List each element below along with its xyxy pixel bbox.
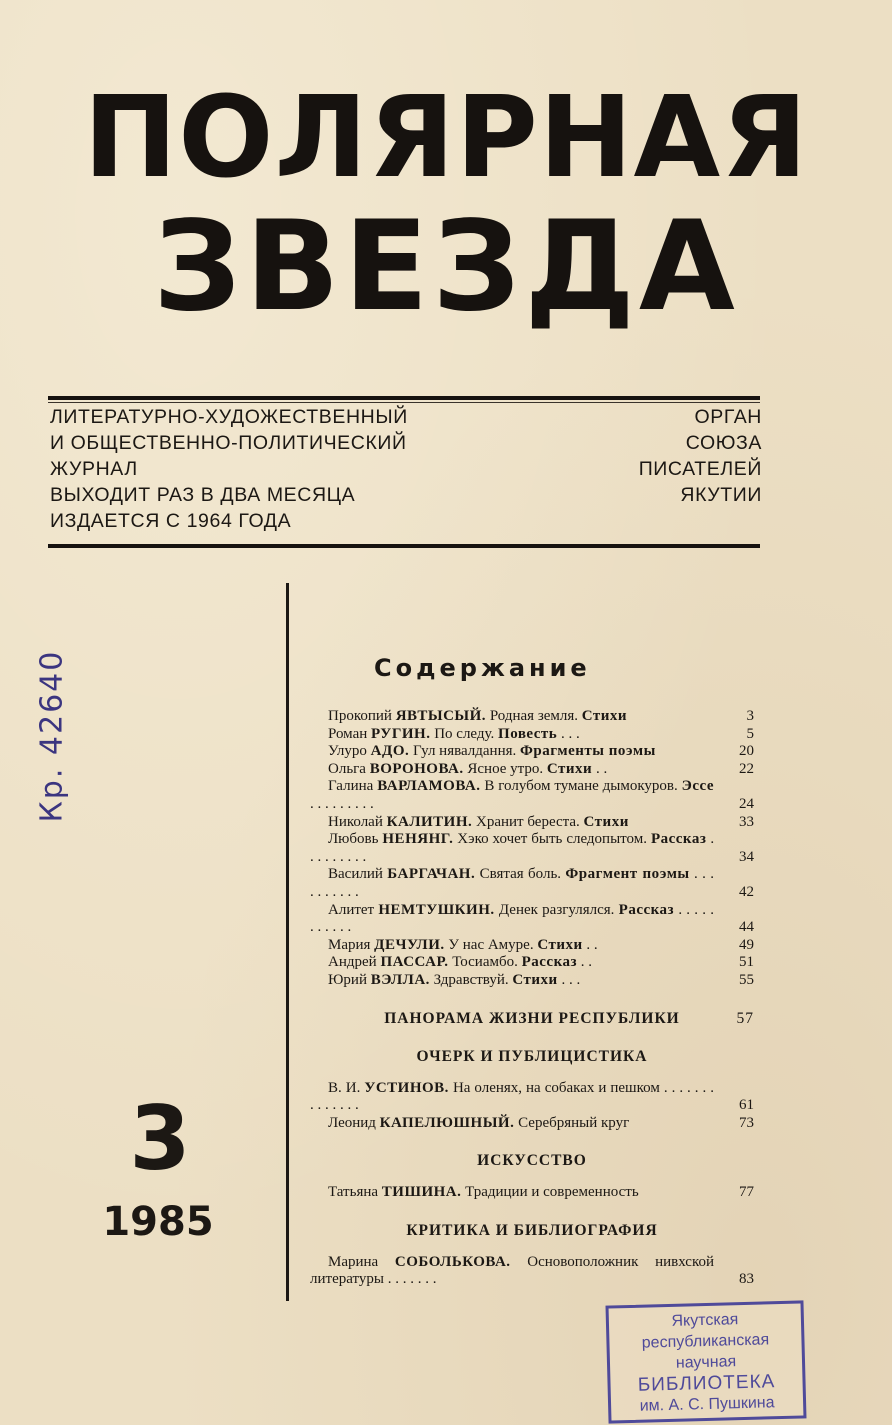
- author-last-name: ПАССАР.: [380, 954, 449, 971]
- work-title: Хранит береста.: [476, 813, 580, 830]
- handwritten-call-number: Кр. 42640: [34, 649, 70, 823]
- author-last-name: ВОРОНОВА.: [369, 760, 464, 777]
- contents-entry: [310, 954, 754, 972]
- essay-entries: [310, 1080, 754, 1133]
- work-title: Денек разгулялся.: [498, 901, 615, 918]
- author-last-name: ДЕЧУЛИ.: [374, 936, 445, 953]
- entry-text: [310, 1184, 714, 1202]
- work-genre: Рассказ: [521, 954, 578, 971]
- work-title: На оленях, на собаках и пешком: [452, 1079, 660, 1096]
- contents-entry: [310, 972, 754, 990]
- publisher-line: СОЮЗА: [685, 432, 762, 454]
- page-number: 83: [739, 1271, 754, 1288]
- section-essay: [310, 1048, 754, 1066]
- work-title: В голубом тумане дымокуров.: [484, 778, 678, 795]
- work-genre: Рассказ: [618, 901, 675, 918]
- page-number: 42: [739, 883, 754, 900]
- entry-text: [310, 814, 714, 832]
- entry-text: [310, 954, 714, 972]
- author-last-name: ЯВТЫСЫЙ.: [395, 708, 487, 724]
- leader-dots: . . . . . . . . .: [310, 795, 374, 812]
- leader-dots: . . . . . . . . . . .: [310, 901, 714, 936]
- entry-text: [310, 761, 714, 779]
- description-line: И ОБЩЕСТВЕННО-ПОЛИТИЧЕСКИЙ: [50, 432, 407, 454]
- library-stamp: [605, 1300, 806, 1423]
- contents-entry: [310, 831, 754, 866]
- contents-entries: [310, 708, 754, 990]
- work-genre: Повесть: [498, 725, 558, 742]
- author-first-name: Леонид: [328, 1114, 376, 1131]
- author-first-name: Мария: [328, 936, 371, 953]
- work-genre: Стихи: [512, 971, 558, 988]
- author-last-name: РУГИН.: [371, 725, 431, 742]
- stamp-line: Якутская: [671, 1311, 739, 1330]
- author-last-name: КАЛИТИН.: [386, 813, 473, 830]
- leader-dots: . .: [580, 954, 593, 971]
- entry-text: [310, 726, 714, 744]
- author-first-name: Ольга: [328, 760, 366, 777]
- author-first-name: В. И.: [328, 1079, 361, 1096]
- work-title: Святая боль.: [479, 866, 562, 883]
- work-title: Основоположник нивхской литературы: [310, 1253, 714, 1288]
- page-number: 55: [739, 971, 754, 988]
- work-title: Здравствуй.: [433, 971, 509, 988]
- work-genre: Эссе: [681, 778, 714, 795]
- table-of-contents: [310, 708, 754, 1289]
- publisher-line: ОРГАН: [694, 406, 762, 428]
- description-line: ИЗДАЕТСЯ С 1964 ГОДА: [50, 510, 292, 532]
- top-rule-thin: [48, 402, 760, 403]
- entry-text: [310, 972, 714, 990]
- page-number: 33: [739, 813, 754, 830]
- section-title: КРИТИКА И БИБЛИОГРАФИЯ: [406, 1221, 658, 1239]
- author-first-name: Василий: [328, 866, 383, 883]
- work-title: У нас Амуре.: [448, 936, 534, 953]
- author-last-name: КАПЕЛЮШНЫЙ.: [379, 1114, 515, 1131]
- page-number: 24: [739, 795, 754, 812]
- publisher-line: ЯКУТИИ: [680, 484, 762, 506]
- page-number: 73: [739, 1114, 754, 1131]
- page-number: 49: [739, 936, 754, 953]
- contents-entry: [310, 761, 754, 779]
- contents-entry: [310, 1254, 754, 1289]
- section-title: ИСКУССТВО: [477, 1152, 587, 1170]
- contents-entry: [310, 814, 754, 832]
- entry-text: [310, 743, 714, 761]
- contents-entry: [310, 937, 754, 955]
- work-genre: Фрагмент поэмы: [565, 866, 690, 883]
- entry-text: [310, 778, 714, 813]
- contents-entry: [310, 708, 754, 726]
- contents-entry: [310, 726, 754, 744]
- leader-dots: . . . . . . .: [387, 1271, 437, 1288]
- leader-dots: . . . . . . . . . .: [310, 866, 714, 900]
- description-line: ЖУРНАЛ: [50, 458, 138, 480]
- author-first-name: Роман: [328, 725, 368, 742]
- work-title: По следу.: [434, 725, 495, 742]
- publisher-line: ПИСАТЕЛЕЙ: [638, 458, 762, 480]
- leader-dots: . . .: [561, 971, 581, 988]
- section-critique: [310, 1222, 754, 1240]
- page-number: 22: [739, 760, 754, 777]
- stamp-line: БИБЛИОТЕКА: [637, 1371, 776, 1396]
- art-entries: [310, 1184, 754, 1202]
- magazine-title-line-2: ЗВЕЗДА: [153, 195, 739, 339]
- author-first-name: Николай: [328, 813, 383, 830]
- author-last-name: ВЭЛЛА.: [370, 971, 430, 988]
- contents-entry: [310, 902, 754, 937]
- column-divider: [286, 583, 289, 1301]
- leader-dots: . . . . . . . . . . . . . .: [310, 1079, 715, 1114]
- page-number: 61: [739, 1097, 754, 1114]
- contents-entry: [310, 1080, 754, 1115]
- author-first-name: Алитет: [328, 901, 375, 918]
- author-first-name: Галина: [328, 778, 374, 795]
- author-last-name: СОБОЛЬКОВА.: [394, 1253, 511, 1270]
- entry-text: [310, 902, 714, 937]
- publisher-organ: [639, 404, 762, 508]
- description-line: ВЫХОДИТ РАЗ В ДВА МЕСЯЦА: [50, 484, 356, 506]
- author-first-name: Андрей: [328, 954, 377, 971]
- contents-heading: Содержание: [374, 654, 591, 682]
- issue-number: 3: [129, 1087, 191, 1190]
- entry-text: [310, 831, 714, 866]
- author-last-name: БАРГАЧАН.: [387, 866, 476, 883]
- work-title: Тосиамбо.: [452, 954, 518, 971]
- author-first-name: Улуро: [328, 743, 367, 760]
- page-number: 5: [746, 725, 754, 742]
- contents-entry: [310, 1184, 754, 1202]
- author-first-name: Марина: [328, 1253, 379, 1270]
- work-genre: Стихи: [546, 760, 593, 777]
- author-last-name: ТИШИНА.: [381, 1184, 462, 1201]
- author-first-name: Любовь: [328, 831, 379, 848]
- stamp-line: республиканская: [641, 1331, 770, 1352]
- work-title: Ясное утро.: [467, 760, 544, 777]
- entry-text: [310, 1254, 714, 1289]
- author-first-name: Прокопий: [328, 708, 392, 724]
- section-page: 57: [736, 1009, 754, 1027]
- work-genre: Фрагменты поэмы: [520, 743, 656, 760]
- author-last-name: АДО.: [370, 743, 410, 760]
- page-number: 20: [739, 743, 754, 760]
- work-title: Традиции и современность: [465, 1184, 639, 1201]
- entry-text: [310, 866, 714, 901]
- work-title: Родная земля.: [489, 708, 579, 724]
- stamp-line: научная: [675, 1353, 737, 1372]
- author-first-name: Татьяна: [328, 1184, 379, 1201]
- work-genre: Стихи: [583, 813, 629, 830]
- critique-entries: [310, 1254, 754, 1289]
- magazine-description: [50, 404, 408, 534]
- top-rule: [48, 396, 760, 400]
- contents-entry: [310, 1115, 754, 1133]
- author-last-name: ВАРЛАМОВА.: [377, 778, 481, 795]
- author-last-name: НЕНЯНГ.: [382, 831, 454, 848]
- work-genre: Рассказ: [650, 831, 707, 848]
- work-genre: Стихи: [581, 708, 628, 724]
- entry-text: [310, 708, 714, 726]
- work-genre: Стихи: [537, 936, 583, 953]
- entry-text: [310, 1080, 714, 1115]
- contents-entry: [310, 743, 754, 761]
- leader-dots: . . . . . . . . .: [310, 831, 715, 865]
- work-title: Хэко хочет быть следопытом.: [457, 831, 647, 848]
- leader-dots: . . .: [560, 725, 580, 742]
- magazine-title-line-1: ПОЛЯРНАЯ: [83, 73, 809, 203]
- stamp-line: им. А. С. Пушкина: [639, 1394, 775, 1415]
- issue-year: 1985: [102, 1199, 214, 1245]
- section-panorama: [310, 1010, 754, 1028]
- work-title: Гул нявалдання.: [413, 743, 517, 760]
- bottom-rule: [48, 544, 760, 548]
- description-line: ЛИТЕРАТУРНО-ХУДОЖЕСТВЕННЫЙ: [50, 406, 408, 428]
- work-title: Серебряный круг: [518, 1114, 630, 1131]
- section-art: [310, 1152, 754, 1170]
- page-number: 3: [746, 708, 754, 724]
- contents-entry: [310, 866, 754, 901]
- entry-text: [310, 937, 714, 955]
- page-number: 34: [739, 848, 754, 865]
- section-title: ОЧЕРК И ПУБЛИЦИСТИКА: [416, 1047, 648, 1065]
- author-last-name: НЕМТУШКИН.: [378, 901, 495, 918]
- leader-dots: . .: [586, 936, 598, 953]
- author-first-name: Юрий: [328, 971, 367, 988]
- contents-entry: [310, 778, 754, 813]
- page-number: 51: [739, 954, 754, 971]
- page-number: 44: [739, 919, 754, 936]
- section-title: ПАНОРАМА ЖИЗНИ РЕСПУБЛИКИ: [384, 1009, 680, 1027]
- entry-text: [310, 1115, 714, 1133]
- leader-dots: . .: [595, 760, 608, 777]
- author-last-name: УСТИНОВ.: [364, 1079, 449, 1096]
- page-number: 77: [739, 1184, 754, 1201]
